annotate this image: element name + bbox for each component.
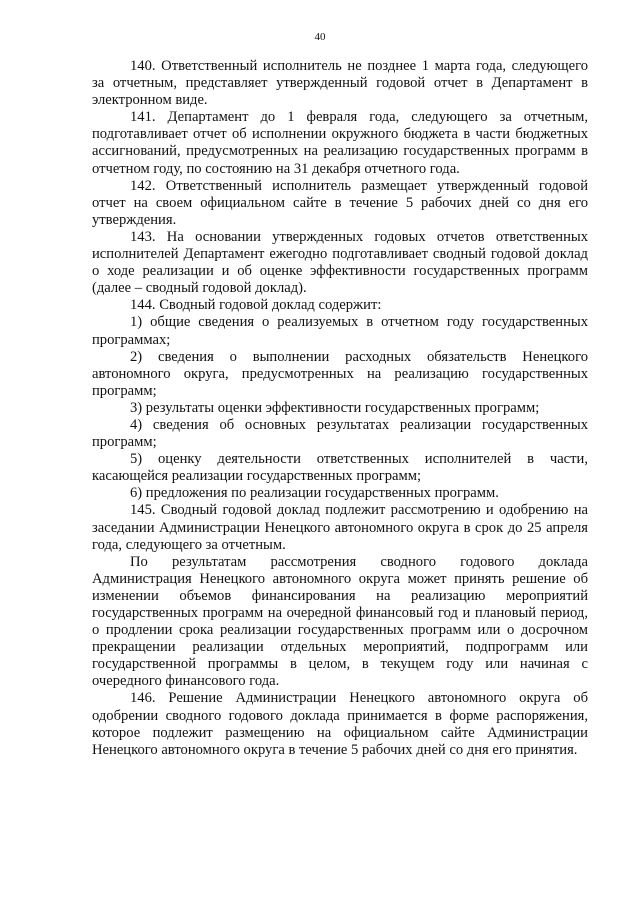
paragraph-144: 144. Сводный годовой доклад содержит: (130, 297, 382, 314)
paragraph-142: 142. Ответственный исполнитель размещает утвержденный годовой отчет на своем официальном сайте в течение 5 рабочих дней со дня его утверждения. (92, 177, 588, 228)
list-item-1: 1) общие сведения о реализуемых в отчетном году государственных программах; (92, 314, 588, 348)
paragraph-140: 140. Ответственный исполнитель не позднее 1 марта года, следующего за отчетным, представляет утвержденный годовой отчет в Департамент в электронном виде. (92, 58, 588, 109)
list-item-4: 4) сведения об основных результатах реализации государственных программ; (92, 416, 588, 451)
list-item-3: 3) результаты оценки эффективности государственных программ; (130, 399, 540, 416)
paragraph-143: 143. На основании утвержденных годовых отчетов ответственных исполнителей Департамент ежегодно подготавливает сводный годовой доклад о ходе реализации и об оценке эффективности государственных программ (далее – сводный годовой доклад). (92, 228, 588, 297)
paragraph-145-results: По результатам рассмотрения сводного годового доклада Администрация Ненецкого автономного округа может принять решение об изменении объемов финансирования на реализацию мероприятий государственных программ на очередной финансовый год и плановый период, о продлении срока реализации государственных программ или о досрочном прекращении реализации отдельных мероприятий, подпрограмм или государственной программы в целом, в текущем году или начиная с очередного финансового года. (92, 553, 588, 690)
paragraph-141: 141. Департамент до 1 февраля года, следующего за отчетным, подготавливает отчет об исполнении окружного бюджета в части бюджетных ассигнований, предусмотренных на реализацию государственных программ в отчетном году, по состоянию на 31 декабря отчетного года. (92, 109, 588, 177)
list-item-5: 5) оценку деятельности ответственных исполнителей в части, касающейся реализации государственных программ; (92, 451, 588, 485)
paragraph-146: 146. Решение Администрации Ненецкого автономного округа об одобрении сводного годового доклада принимается в форме распоряжения, которое подлежит размещению на официальном сайте Администрации Ненецкого автономного округа в течение 5 рабочих дней со дня его принятия. (92, 690, 588, 758)
page-number: 40 (314, 31, 326, 43)
list-item-2: 2) сведения о выполнении расходных обязательств Ненецкого автономного округа, предусмотренных на реализацию государственных программ; (92, 348, 588, 399)
document-body (92, 58, 588, 759)
list-item-6: 6) предложения по реализации государственных программ. (130, 485, 499, 502)
paragraph-145: 145. Сводный годовой доклад подлежит рассмотрению и одобрению на заседании Администрации Ненецкого автономного округа в срок до 25 апреля года, следующего за отчетным. (92, 502, 588, 553)
